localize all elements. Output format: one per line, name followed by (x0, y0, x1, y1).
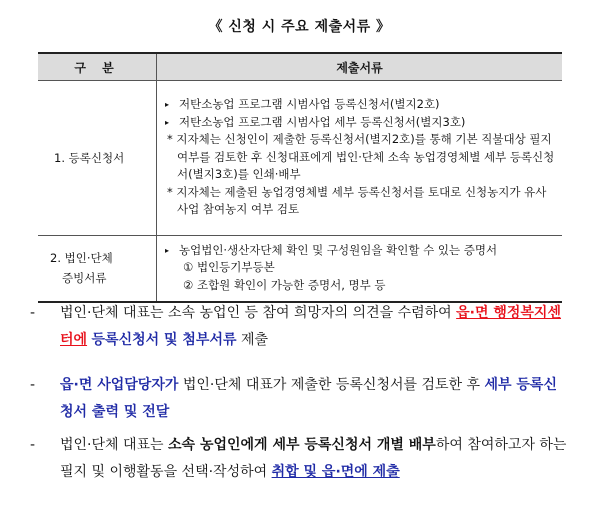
row-category-label: 증빙서류 (62, 271, 107, 286)
table-header-row (38, 53, 562, 81)
highlight-bold: 소속 농업인에게 세부 등록신청서 개별 배부 (168, 437, 436, 453)
bullet-block-3 (30, 432, 570, 486)
table-row (38, 236, 562, 302)
row-category (38, 236, 157, 302)
row-documents (157, 236, 563, 302)
bullet-item (30, 432, 570, 486)
note-item: * 지자체는 제출된 농업경영체별 세부 등록신청서를 토대로 신청농지가 유사사업 참여농지 여부 검토 (167, 184, 547, 217)
documents-table (38, 52, 562, 303)
list-item: ▸ 저탄소농업 프로그램 시범사업 세부 등록신청서(별지3호) (165, 114, 556, 132)
bullet-block-1 (30, 300, 570, 354)
bullet-text: 하여 참여하고자 하는 필지 및 이행활동을 선택·작성하여 (60, 437, 567, 480)
bullet-text: 제출 (236, 332, 269, 348)
triangle-right-icon: ▸ (165, 100, 170, 110)
bullet-item (30, 372, 570, 426)
list-item: ▸ 저탄소농업 프로그램 시범사업 등록신청서(별지2호) (165, 96, 556, 114)
document-title: 《 신청 시 주요 제출서류 》 (208, 19, 391, 35)
header-documents: 제출서류 (157, 53, 563, 81)
row-category (38, 81, 157, 236)
list-item: ① 법인등기부등본 (183, 260, 275, 274)
row-documents (157, 81, 563, 236)
highlight-blue: 읍·면 사업담당자가 (60, 377, 179, 393)
dash-marker: - (30, 305, 36, 321)
dash-marker: - (30, 437, 36, 453)
note-item: * 지자체는 신청인이 제출한 등록신청서(별지2호)를 통해 기본 직불대상 필지여부를 검토한 후 신청대표에게 법인·단체 소속 농업경영체별 세부 등록신청서(별지3호)를 인쇄·배부 (167, 132, 555, 182)
bullet-text: 법인·단체 대표는 소속 농업인 등 참여 희망자의 의견을 수렴하여 (60, 305, 457, 321)
bullet-block-2 (30, 372, 570, 426)
dash-marker: - (30, 377, 36, 393)
highlight-blue-underline: 취합 및 읍·면에 제출 (271, 464, 400, 480)
triangle-right-icon: ▸ (165, 245, 170, 255)
table-row (38, 81, 562, 236)
triangle-right-icon: ▸ (165, 117, 170, 127)
highlight-red: 읍·면 행정복지센터에 (60, 305, 561, 348)
bullet-item (30, 300, 570, 354)
highlight-blue: 등록신청서 및 첨부서류 (91, 332, 237, 348)
list-item: ▸ 농업법인·생산자단체 확인 및 구성원임을 확인할 수 있는 증명서 (165, 242, 556, 260)
row-category-label: 2. 법인·단체 (50, 251, 113, 266)
row-category-label: 1. 등록신청서 (54, 151, 125, 165)
header-category: 구 분 (38, 53, 157, 81)
list-item: ② 조합원 확인이 가능한 증명서, 명부 등 (183, 277, 386, 292)
bullet-text: 법인·단체 대표가 제출한 등록신청서를 검토한 후 (178, 377, 485, 393)
highlight-blue: 세부 등록신청서 출력 및 전달 (60, 377, 557, 420)
bullet-text: 법인·단체 대표는 (60, 437, 169, 453)
